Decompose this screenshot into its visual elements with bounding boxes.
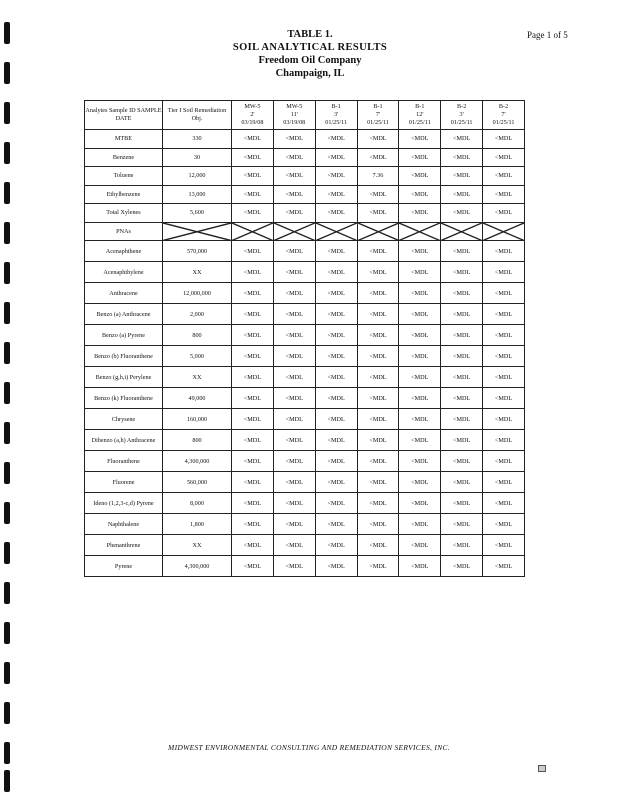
result-cell: <MDL	[273, 241, 315, 262]
binder-mark	[4, 662, 10, 684]
result-cell: <MDL	[273, 493, 315, 514]
analyte-name: Benzo (k) Fluoranthene	[85, 388, 163, 409]
table-row	[85, 185, 525, 204]
result-cell: <MDL	[315, 204, 357, 223]
tier-objective: 2,000	[163, 304, 232, 325]
result-cell: <MDL	[232, 388, 274, 409]
result-cell: <MDL	[357, 388, 399, 409]
tier-objective: 12,000	[163, 167, 232, 186]
result-cell: <MDL	[273, 304, 315, 325]
pna-divider-section	[85, 222, 525, 241]
result-cell: <MDL	[232, 367, 274, 388]
table-row	[85, 430, 525, 451]
analyte-name: Acenaphthylene	[85, 262, 163, 283]
result-cell: <MDL	[357, 409, 399, 430]
result-cell: <MDL	[441, 472, 483, 493]
header-sample: B-1 7' 01/25/11	[357, 101, 399, 130]
result-cell: <MDL	[441, 493, 483, 514]
result-cell: <MDL	[273, 262, 315, 283]
table-row	[85, 493, 525, 514]
tier-objective: XX	[163, 367, 232, 388]
result-cell: <MDL	[441, 514, 483, 535]
binder-mark	[4, 302, 10, 324]
result-cell: <MDL	[399, 409, 441, 430]
result-cell: <MDL	[232, 472, 274, 493]
binder-mark	[4, 502, 10, 524]
result-cell: <MDL	[232, 556, 274, 577]
soil-results-table	[84, 100, 525, 577]
binder-mark	[4, 582, 10, 604]
corner-mark	[538, 765, 546, 772]
result-cell: <MDL	[441, 325, 483, 346]
analyte-name: Pyrene	[85, 556, 163, 577]
header-sample: B-1 12' 01/25/11	[399, 101, 441, 130]
result-cell: <MDL	[273, 472, 315, 493]
result-cell: <MDL	[273, 535, 315, 556]
result-cell: <MDL	[483, 130, 525, 149]
table-row	[85, 346, 525, 367]
analyte-name: Phenanthrene	[85, 535, 163, 556]
table-row	[85, 556, 525, 577]
result-cell: <MDL	[315, 283, 357, 304]
table-row	[85, 167, 525, 186]
btex-section	[85, 130, 525, 223]
result-cell: <MDL	[357, 241, 399, 262]
table-number: TABLE 1.	[287, 29, 333, 40]
result-cell: <MDL	[483, 241, 525, 262]
result-cell: <MDL	[399, 388, 441, 409]
crossed-cell	[315, 222, 357, 241]
table-row	[85, 535, 525, 556]
result-cell: <MDL	[232, 451, 274, 472]
result-cell: <MDL	[357, 472, 399, 493]
result-cell: <MDL	[483, 514, 525, 535]
result-cell: <MDL	[357, 514, 399, 535]
result-cell: <MDL	[483, 388, 525, 409]
result-cell: <MDL	[399, 493, 441, 514]
header-analytes: Analytes Sample ID SAMPLE DATE	[85, 101, 163, 130]
analyte-name: Chrysene	[85, 409, 163, 430]
result-cell: <MDL	[357, 262, 399, 283]
result-cell: <MDL	[441, 262, 483, 283]
header-sample: B-2 7' 01/25/11	[483, 101, 525, 130]
result-cell: <MDL	[399, 430, 441, 451]
result-cell: <MDL	[399, 472, 441, 493]
footer-company: MIDWEST ENVIRONMENTAL CONSULTING AND REMEDIATION SERVICES, INC.	[168, 743, 450, 752]
result-cell: <MDL	[441, 367, 483, 388]
tier-objective: 13,000	[163, 185, 232, 204]
result-cell: <MDL	[441, 204, 483, 223]
result-cell: <MDL	[232, 241, 274, 262]
tier-objective: 8,000	[163, 493, 232, 514]
result-cell: <MDL	[399, 148, 441, 167]
analyte-name: Naphthalene	[85, 514, 163, 535]
table-title: SOIL ANALYTICAL RESULTS	[232, 42, 388, 53]
result-cell: <MDL	[357, 535, 399, 556]
header-sample: MW-5 2' 03/19/08	[232, 101, 274, 130]
tier-objective: 4,300,000	[163, 556, 232, 577]
result-cell: <MDL	[399, 514, 441, 535]
result-cell: <MDL	[232, 262, 274, 283]
result-cell: <MDL	[273, 148, 315, 167]
tier-objective: 4,300,000	[163, 451, 232, 472]
result-cell: <MDL	[399, 185, 441, 204]
table-row	[85, 409, 525, 430]
analyte-name: Ideno (1,2,3-c,d) Pyrene	[85, 493, 163, 514]
result-cell: <MDL	[441, 451, 483, 472]
result-cell: <MDL	[399, 325, 441, 346]
result-cell: <MDL	[315, 325, 357, 346]
result-cell: <MDL	[483, 167, 525, 186]
result-cell: <MDL	[315, 262, 357, 283]
analyte-name: Fluorene	[85, 472, 163, 493]
result-cell: <MDL	[441, 556, 483, 577]
result-cell: <MDL	[399, 167, 441, 186]
result-cell: <MDL	[441, 304, 483, 325]
result-cell: <MDL	[441, 388, 483, 409]
table-title-block	[180, 28, 440, 80]
result-cell: <MDL	[399, 304, 441, 325]
result-cell: <MDL	[273, 346, 315, 367]
result-cell: <MDL	[315, 167, 357, 186]
result-cell: <MDL	[232, 535, 274, 556]
result-cell: <MDL	[315, 514, 357, 535]
result-cell: <MDL	[315, 493, 357, 514]
binder-mark	[4, 702, 10, 724]
result-cell: 7.36	[357, 167, 399, 186]
result-cell: <MDL	[315, 451, 357, 472]
analyte-name: Fluoranthene	[85, 451, 163, 472]
binder-mark	[4, 182, 10, 204]
table-row	[85, 472, 525, 493]
table-row	[85, 262, 525, 283]
binder-mark	[4, 102, 10, 124]
result-cell: <MDL	[357, 346, 399, 367]
analyte-name: Benzo (a) Pyrene	[85, 325, 163, 346]
tier-objective: 49,000	[163, 388, 232, 409]
table-row	[85, 241, 525, 262]
result-cell: <MDL	[357, 283, 399, 304]
binder-mark	[4, 22, 10, 44]
table-row	[85, 325, 525, 346]
result-cell: <MDL	[315, 472, 357, 493]
binder-mark	[4, 262, 10, 284]
table-row	[85, 204, 525, 223]
analyte-name: Ethylbenzene	[85, 185, 163, 204]
result-cell: <MDL	[483, 283, 525, 304]
analyte-name: MTBE	[85, 130, 163, 149]
crossed-cell	[357, 222, 399, 241]
result-cell: <MDL	[441, 409, 483, 430]
tier-objective: 30	[163, 148, 232, 167]
tier-objective: 330	[163, 130, 232, 149]
result-cell: <MDL	[441, 185, 483, 204]
result-cell: <MDL	[273, 283, 315, 304]
result-cell: <MDL	[232, 409, 274, 430]
header-sample: B-1 3' 01/25/11	[315, 101, 357, 130]
result-cell: <MDL	[483, 148, 525, 167]
result-cell: <MDL	[441, 283, 483, 304]
tier-objective: 570,000	[163, 241, 232, 262]
result-cell: <MDL	[399, 262, 441, 283]
result-cell: <MDL	[315, 388, 357, 409]
tier-objective: 12,000,000	[163, 283, 232, 304]
page-number: Page 1 of 5	[527, 30, 568, 40]
result-cell: <MDL	[399, 346, 441, 367]
binder-mark	[4, 542, 10, 564]
result-cell: <MDL	[483, 185, 525, 204]
header-tier-obj: Tier I Soil Remediation Obj.	[163, 101, 232, 130]
location: Champaign, IL	[275, 68, 345, 79]
header-row	[85, 101, 525, 130]
result-cell: <MDL	[357, 185, 399, 204]
result-cell: <MDL	[483, 430, 525, 451]
result-cell: <MDL	[315, 556, 357, 577]
tier-objective: XX	[163, 535, 232, 556]
pna-section	[85, 241, 525, 577]
crossed-cell	[232, 222, 274, 241]
binder-mark	[4, 222, 10, 244]
result-cell: <MDL	[273, 325, 315, 346]
tier-objective: 5,000	[163, 346, 232, 367]
analyte-name: Benzo (g,h,i) Perylene	[85, 367, 163, 388]
result-cell: <MDL	[232, 304, 274, 325]
binder-mark	[4, 342, 10, 364]
result-cell: <MDL	[483, 204, 525, 223]
result-cell: <MDL	[357, 451, 399, 472]
binder-mark	[4, 770, 10, 792]
binder-mark	[4, 422, 10, 444]
result-cell: <MDL	[483, 304, 525, 325]
result-cell: <MDL	[441, 430, 483, 451]
result-cell: <MDL	[441, 130, 483, 149]
result-cell: <MDL	[399, 241, 441, 262]
result-cell: <MDL	[232, 167, 274, 186]
tier-objective: 160,000	[163, 409, 232, 430]
result-cell: <MDL	[273, 514, 315, 535]
result-cell: <MDL	[315, 241, 357, 262]
result-cell: <MDL	[273, 130, 315, 149]
result-cell: <MDL	[357, 148, 399, 167]
tier-objective: 800	[163, 430, 232, 451]
result-cell: <MDL	[232, 430, 274, 451]
result-cell: <MDL	[315, 148, 357, 167]
crossed-cell	[483, 222, 525, 241]
result-cell: <MDL	[399, 130, 441, 149]
result-cell: <MDL	[399, 204, 441, 223]
result-cell: <MDL	[232, 325, 274, 346]
result-cell: <MDL	[273, 388, 315, 409]
crossed-cell	[441, 222, 483, 241]
result-cell: <MDL	[273, 409, 315, 430]
result-cell: <MDL	[315, 409, 357, 430]
result-cell: <MDL	[232, 130, 274, 149]
result-cell: <MDL	[399, 535, 441, 556]
result-cell: <MDL	[315, 430, 357, 451]
result-cell: <MDL	[273, 167, 315, 186]
result-cell: <MDL	[441, 346, 483, 367]
result-cell: <MDL	[273, 204, 315, 223]
result-cell: <MDL	[483, 409, 525, 430]
result-cell: <MDL	[441, 167, 483, 186]
table-row	[85, 451, 525, 472]
pna-divider-row	[85, 222, 525, 241]
result-cell: <MDL	[232, 204, 274, 223]
header-sample: B-2 3' 01/25/11	[441, 101, 483, 130]
result-cell: <MDL	[483, 367, 525, 388]
result-cell: <MDL	[232, 514, 274, 535]
table-row	[85, 388, 525, 409]
result-cell: <MDL	[483, 325, 525, 346]
tier-objective: XX	[163, 262, 232, 283]
result-cell: <MDL	[441, 241, 483, 262]
result-cell: <MDL	[441, 535, 483, 556]
result-cell: <MDL	[273, 556, 315, 577]
result-cell: <MDL	[315, 367, 357, 388]
analyte-name: Dibenzo (a,h) Anthracene	[85, 430, 163, 451]
result-cell: <MDL	[441, 148, 483, 167]
result-cell: <MDL	[483, 493, 525, 514]
binder-mark	[4, 462, 10, 484]
analyte-name: Toluene	[85, 167, 163, 186]
tier-objective: 560,000	[163, 472, 232, 493]
table-row	[85, 367, 525, 388]
result-cell: <MDL	[232, 148, 274, 167]
result-cell: <MDL	[232, 493, 274, 514]
crossed-cell	[163, 222, 232, 241]
analyte-name: Anthracene	[85, 283, 163, 304]
result-cell: <MDL	[273, 451, 315, 472]
table-row	[85, 148, 525, 167]
pna-label: PNAs	[85, 222, 163, 241]
analyte-name: Benzo (b) Fluoranthene	[85, 346, 163, 367]
header-sample: MW-5 11' 03/19/08	[273, 101, 315, 130]
result-cell: <MDL	[357, 367, 399, 388]
result-cell: <MDL	[315, 130, 357, 149]
result-cell: <MDL	[483, 556, 525, 577]
result-cell: <MDL	[399, 556, 441, 577]
result-cell: <MDL	[483, 535, 525, 556]
result-cell: <MDL	[357, 130, 399, 149]
tier-objective: 5,600	[163, 204, 232, 223]
result-cell: <MDL	[232, 283, 274, 304]
result-cell: <MDL	[315, 346, 357, 367]
result-cell: <MDL	[273, 430, 315, 451]
result-cell: <MDL	[232, 346, 274, 367]
result-cell: <MDL	[483, 346, 525, 367]
crossed-cell	[399, 222, 441, 241]
analyte-name: Total Xylenes	[85, 204, 163, 223]
result-cell: <MDL	[357, 493, 399, 514]
result-cell: <MDL	[399, 283, 441, 304]
result-cell: <MDL	[315, 185, 357, 204]
table-row	[85, 130, 525, 149]
result-cell: <MDL	[273, 367, 315, 388]
result-cell: <MDL	[399, 451, 441, 472]
result-cell: <MDL	[399, 367, 441, 388]
result-cell: <MDL	[273, 185, 315, 204]
result-cell: <MDL	[483, 472, 525, 493]
crossed-cell	[273, 222, 315, 241]
result-cell: <MDL	[357, 204, 399, 223]
analyte-name: Benzo (a) Anthracene	[85, 304, 163, 325]
table-row	[85, 304, 525, 325]
company-name: Freedom Oil Company	[258, 55, 362, 66]
tier-objective: 1,800	[163, 514, 232, 535]
table-row	[85, 514, 525, 535]
result-cell: <MDL	[315, 535, 357, 556]
binder-mark	[4, 622, 10, 644]
result-cell: <MDL	[357, 556, 399, 577]
binder-mark	[4, 142, 10, 164]
result-cell: <MDL	[483, 262, 525, 283]
result-cell: <MDL	[483, 451, 525, 472]
result-cell: <MDL	[357, 430, 399, 451]
result-cell: <MDL	[315, 304, 357, 325]
binder-mark	[4, 62, 10, 84]
analyte-name: Acenaphthene	[85, 241, 163, 262]
table-row	[85, 283, 525, 304]
result-cell: <MDL	[357, 304, 399, 325]
binder-mark	[4, 382, 10, 404]
analyte-name: Benzene	[85, 148, 163, 167]
result-cell: <MDL	[357, 325, 399, 346]
tier-objective: 800	[163, 325, 232, 346]
result-cell: <MDL	[232, 185, 274, 204]
